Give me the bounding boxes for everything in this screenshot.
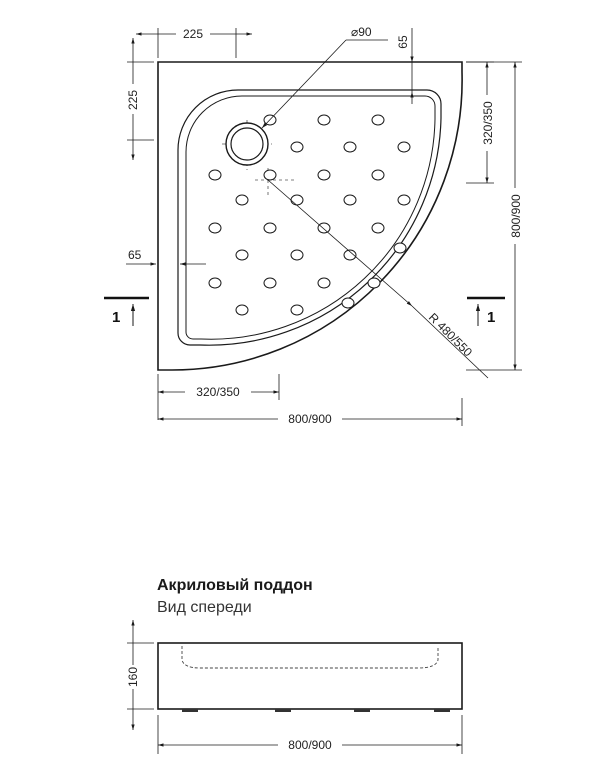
anti-slip-dot (236, 305, 248, 315)
anti-slip-dot (372, 115, 384, 125)
dim-label-drain-diameter: ⌀90 (351, 25, 372, 39)
anti-slip-dot (209, 170, 221, 180)
anti-slip-dot (264, 170, 276, 180)
section-mark-right (467, 298, 505, 326)
dim-label-total-height: 800/900 (509, 194, 523, 238)
dim-label-radius: R 480/550 (425, 310, 475, 360)
anti-slip-dot (342, 298, 354, 308)
anti-slip-dot (264, 223, 276, 233)
dim-left-offset (124, 38, 154, 160)
anti-slip-dot (236, 250, 248, 260)
anti-slip-dot (291, 142, 303, 152)
drain (222, 120, 272, 170)
anti-slip-dot (372, 170, 384, 180)
dim-front-height (124, 620, 154, 730)
dim-front-width (158, 715, 462, 754)
dim-label-bottom-width: 320/350 (196, 385, 240, 399)
dim-total-width (158, 398, 462, 426)
anti-slip-dot (368, 278, 380, 288)
anti-slip-dot (394, 243, 406, 253)
dim-bottom-width (158, 374, 279, 420)
dim-corner-gap (396, 28, 412, 104)
dim-label-corner-gap: 65 (396, 35, 410, 49)
dim-label-top-offset: 225 (182, 27, 204, 41)
anti-slip-dot (291, 305, 303, 315)
dim-label-front-height: 160 (126, 666, 140, 688)
anti-slip-dot (344, 195, 356, 205)
anti-slip-dot (291, 250, 303, 260)
tray-inner-rim (178, 90, 441, 345)
anti-slip-dot (318, 278, 330, 288)
front-view-outline (158, 643, 462, 709)
dim-label-rim-width: 65 (128, 248, 142, 262)
anti-slip-dot (236, 195, 248, 205)
section-label-left: 1 (112, 309, 121, 326)
anti-slip-dot (372, 223, 384, 233)
front-view-subtitle: Вид спереди (157, 599, 252, 616)
dim-label-right-height: 320/350 (481, 101, 495, 145)
dim-top-offset (136, 27, 252, 58)
dim-drain-diameter (262, 25, 388, 128)
dim-label-total-width: 800/900 (288, 412, 332, 426)
drawing-title: Акриловый поддон (157, 577, 313, 594)
anti-slip-dot (318, 115, 330, 125)
dim-rim-width (126, 248, 206, 264)
anti-slip-dot (398, 142, 410, 152)
anti-slip-dot (264, 278, 276, 288)
anti-slip-dot (291, 195, 303, 205)
anti-slip-dot (318, 170, 330, 180)
section-label-right: 1 (487, 309, 496, 326)
anti-slip-dot (209, 278, 221, 288)
dim-label-front-width: 800/900 (288, 738, 332, 752)
anti-slip-dot (209, 223, 221, 233)
dim-right-height (466, 62, 495, 183)
anti-slip-dot (318, 223, 330, 233)
anti-slip-dot (344, 142, 356, 152)
section-mark-left (104, 298, 149, 326)
anti-slip-dot (398, 195, 410, 205)
dim-label-left-offset: 225 (126, 89, 140, 111)
